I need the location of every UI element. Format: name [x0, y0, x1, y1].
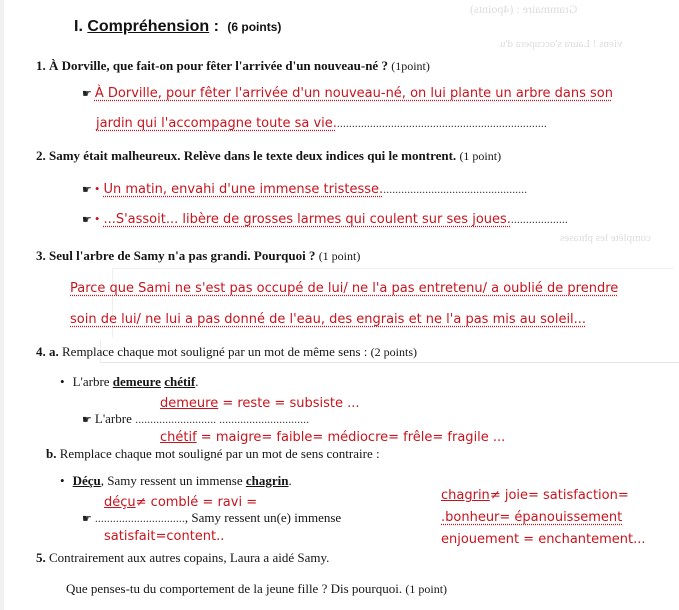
fill-dots: ..............................: [94, 511, 185, 525]
question-4b: [46, 446, 380, 462]
answer-text: ...S'assoit... libère de grosses larmes qui coulent sur ses joues.: [103, 212, 511, 227]
question-text: Contrairement aux autres copains, Laura a aidé Samy.: [49, 550, 330, 565]
question-number: 5.: [36, 550, 46, 565]
question-5-prompt: [66, 581, 447, 597]
fill-line-4a: [82, 411, 309, 427]
question-sub: b.: [46, 446, 57, 461]
bleed-through-line: complète les phrases: [560, 232, 652, 244]
question-1: [36, 58, 430, 74]
section-title: [74, 18, 281, 36]
answer-2-item-1: [82, 180, 527, 198]
question-number: 2.: [36, 148, 46, 163]
sentence-suffix: .: [288, 473, 292, 488]
question-text: Samy était malheureux. Relève dans le texte deux indices qui le montrent.: [49, 148, 457, 163]
question-points: (1 point): [318, 249, 361, 263]
question-points: (1 point): [405, 582, 448, 596]
question-3: [36, 248, 360, 264]
answer-keyword: déçu: [104, 495, 136, 510]
question-number: 3.: [36, 248, 46, 263]
pointing-hand-icon: ☛: [82, 183, 92, 196]
section-colon: :: [213, 18, 219, 35]
answer-text: Un matin, envahi d'une immense tristesse.: [103, 182, 384, 197]
sentence-middle: , Samy ressent un immense: [100, 473, 246, 488]
section-points: (6 points): [227, 20, 282, 34]
pointing-hand-icon: ☛: [82, 87, 92, 100]
pointing-hand-icon: ☛: [82, 512, 92, 525]
fill-dots: ................................................: [383, 182, 528, 196]
page-edge-shadow: [0, 0, 4, 610]
question-5: [36, 550, 329, 566]
answer-text: jardin qui l'accompagne toute sa vie.: [96, 116, 337, 131]
question-text: Remplace chaque mot souligné par un mot de sens contraire :: [59, 446, 380, 461]
question-number: 1.: [36, 58, 46, 73]
answer-text: .bonheur= épanouissement: [441, 510, 623, 525]
fill-dots: ......................................................................: [336, 116, 547, 130]
answer-text: = maigre= faible= médiocre= frêle= fragile ...: [196, 430, 506, 445]
fill-dots: ........................... ..............................: [135, 412, 310, 426]
answer-4b-left-line-2: [104, 527, 224, 545]
question-sub: a.: [49, 344, 59, 359]
question-2: [36, 148, 501, 164]
sentence-4a: [60, 374, 198, 390]
answer-text: soin de lui/ ne lui a pas donné de l'eau, des engrais et ne l'a pas mis au soleil...: [70, 312, 587, 327]
answer-4a-line-2: [160, 428, 505, 446]
question-points: (1 point): [459, 149, 502, 163]
underlined-word: chétif: [164, 374, 196, 389]
underlined-word: chagrin: [245, 473, 289, 488]
answer-text: = reste = subsiste ...: [218, 396, 360, 411]
fill-prefix: L'arbre: [94, 411, 132, 426]
answer-1-line-1: [82, 84, 613, 102]
sentence-suffix: .: [195, 374, 199, 389]
answer-text: satisfait=content..: [104, 529, 225, 544]
bleed-through-line: viens ! Laura s'occupera d'u: [500, 38, 623, 50]
question-4a: [36, 344, 417, 360]
answer-3-line-2: [70, 310, 586, 328]
answer-keyword: chétif: [160, 430, 197, 445]
question-points: (1point): [391, 59, 430, 73]
question-number: 4.: [36, 344, 46, 359]
question-text: Remplace chaque mot souligné par un mot de même sens :: [62, 344, 368, 359]
question-text: Seul l'arbre de Samy n'a pas grandi. Pourquoi ?: [49, 248, 316, 263]
answer-1-line-2: [96, 114, 547, 132]
question-prompt: Que penses-tu du comportement de la jeune fille ? Dis pourquoi.: [66, 581, 403, 596]
answer-text: enjouement = enchantement...: [441, 532, 646, 547]
bleed-through-header: Grammaire : (4points): [470, 2, 578, 16]
answer-2-item-2: [82, 210, 568, 228]
sentence-4b: [60, 473, 292, 489]
answer-4b-left-line-1: [104, 493, 257, 511]
fill-line-4b: [82, 510, 341, 526]
question-text: À Dorville, que fait-on pour fêter l'arrivée d'un nouveau-né ?: [49, 58, 388, 73]
sentence-prefix: L'arbre: [72, 374, 110, 389]
fill-dots: ...................: [510, 212, 568, 226]
pointing-hand-icon: ☛: [82, 413, 92, 426]
bullet-icon: •: [94, 211, 100, 226]
underlined-word: demeure: [112, 374, 161, 389]
answer-4b-right-line-2: [441, 508, 622, 526]
section-name: Compréhension: [87, 18, 210, 35]
bullet-icon: •: [60, 374, 65, 389]
answer-text: À Dorville, pour fêter l'arrivée d'un nouveau-né, on lui plante un arbre dans son: [94, 86, 613, 101]
section-number: I.: [74, 18, 83, 35]
answer-keyword: demeure: [160, 396, 219, 411]
answer-4b-right-line-1: [441, 486, 629, 504]
answer-text: ≠ comblé = ravi =: [135, 495, 258, 510]
pointing-hand-icon: ☛: [82, 213, 92, 226]
answer-keyword: chagrin: [441, 488, 490, 503]
bullet-icon: •: [94, 181, 100, 196]
answer-4a-line-1: [160, 394, 360, 412]
answer-text: Parce que Sami ne s'est pas occupé de lui/ ne l'a pas entretenu/ a oublié de prendre: [70, 281, 619, 296]
answer-4b-right-line-3: [441, 530, 646, 548]
bullet-icon: •: [60, 473, 65, 488]
answer-3-line-1: [70, 279, 618, 297]
fill-middle: , Samy ressent un(e) immense: [184, 510, 342, 525]
answer-text: ≠ joie= satisfaction=: [489, 488, 629, 503]
question-points: (2 points): [370, 345, 418, 359]
underlined-word: Déçu: [72, 473, 101, 488]
